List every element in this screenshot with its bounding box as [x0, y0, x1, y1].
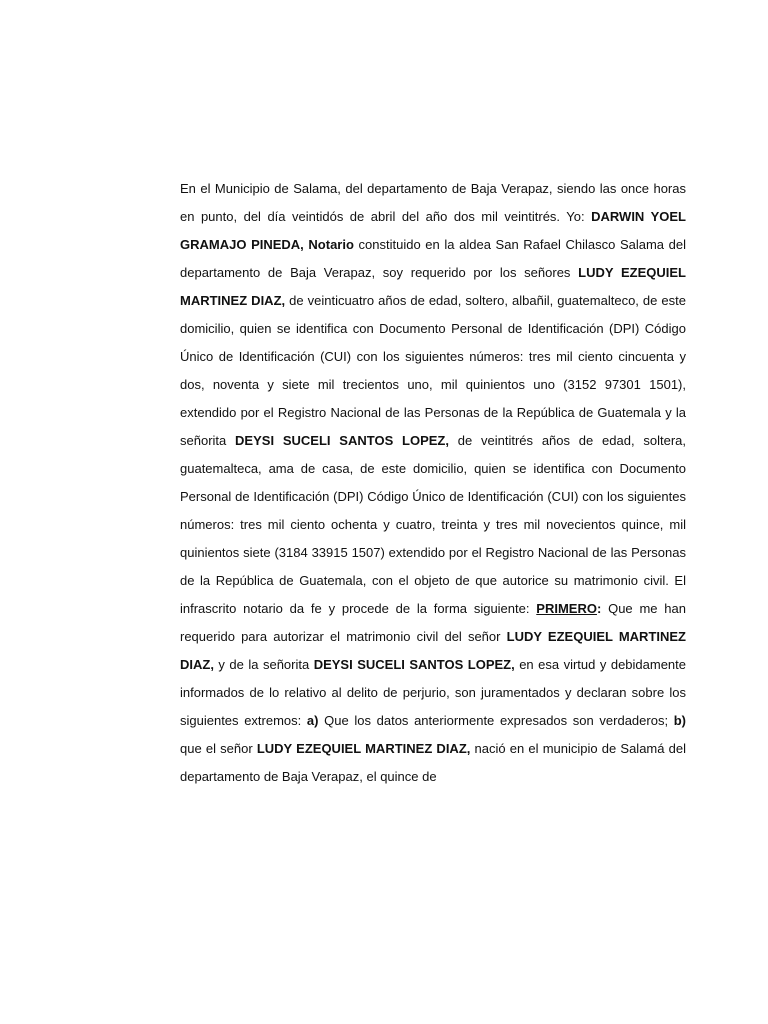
section-heading-primero: PRIMERO — [536, 601, 597, 616]
groom-name: LUDY EZEQUIEL MARTINEZ DIAZ, — [180, 265, 686, 308]
text-segment: En el Municipio de Salama, del departamento de Baja Verapaz, siendo las once horas en punto, del día veintidós de abril del año dos mil veintitrés. Yo: — [180, 181, 686, 224]
text-segment: constituido en la aldea San Rafael Chilasco Salama del departamento de Baja Verapaz, soy requerido por los señores — [180, 237, 686, 280]
notary-name: DARWIN YOEL GRAMAJO PINEDA, Notario — [180, 209, 686, 252]
bride-name: DEYSI SUCELI SANTOS LOPEZ, — [235, 433, 449, 448]
item-marker-a: a) — [306, 713, 319, 728]
text-segment: Que los datos anteriormente expresados son verdaderos; — [318, 713, 674, 728]
text-segment: en esa virtud y debidamente informados de lo relativo al delito de perjurio, son juramentados y declaran sobre los siguientes extremos: — [180, 657, 687, 728]
groom-name: LUDY EZEQUIEL MARTINEZ DIAZ, — [180, 629, 686, 672]
item-marker-b: b) — [673, 713, 686, 728]
text-segment: que el señor — [180, 741, 257, 756]
text-segment: nació en el municipio de Salamá del departamento de Baja Verapaz, el quince de — [180, 741, 687, 784]
bride-name: DEYSI SUCELI SANTOS LOPEZ, — [313, 657, 515, 672]
document-body — [180, 175, 686, 791]
groom-name: LUDY EZEQUIEL MARTINEZ DIAZ, — [256, 741, 471, 756]
text-segment: de veinticuatro años de edad, soltero, albañil, guatemalteco, de este domicilio, quien se identifica con Documento Personal de Identificación (DPI) Código Único de Identificación (CUI) con los siguientes números: tres mil ciento cincuenta y dos, noventa y siete mil trecientos uno, mil quinientos uno (3152 97301 1501), extendido por el Registro Nacional de las Personas de la República de Guatemala y la señorita — [180, 293, 686, 448]
text-segment: y de la señorita — [213, 657, 314, 672]
text-segment: de veintitrés años de edad, soltera, guatemalteca, ama de casa, de este domicilio, quien se identifica con Documento Personal de Identificación (DPI) Código Único de Identificación (CUI) con los siguientes números: tres mil ciento ochenta y cuatro, treinta y tres mil novecientos quince, mil quinientos siete (3184 33915 1507) extendido por el Registro Nacional de las Personas de la República de Guatemala, con el objeto de que autorice su matrimonio civil. El infrascrito notario da fe y procede de la forma siguiente: — [180, 433, 686, 616]
text-segment: Que me han requerido para autorizar el matrimonio civil del señor — [180, 601, 686, 644]
paragraph — [180, 175, 686, 791]
heading-colon: : — [596, 601, 602, 616]
